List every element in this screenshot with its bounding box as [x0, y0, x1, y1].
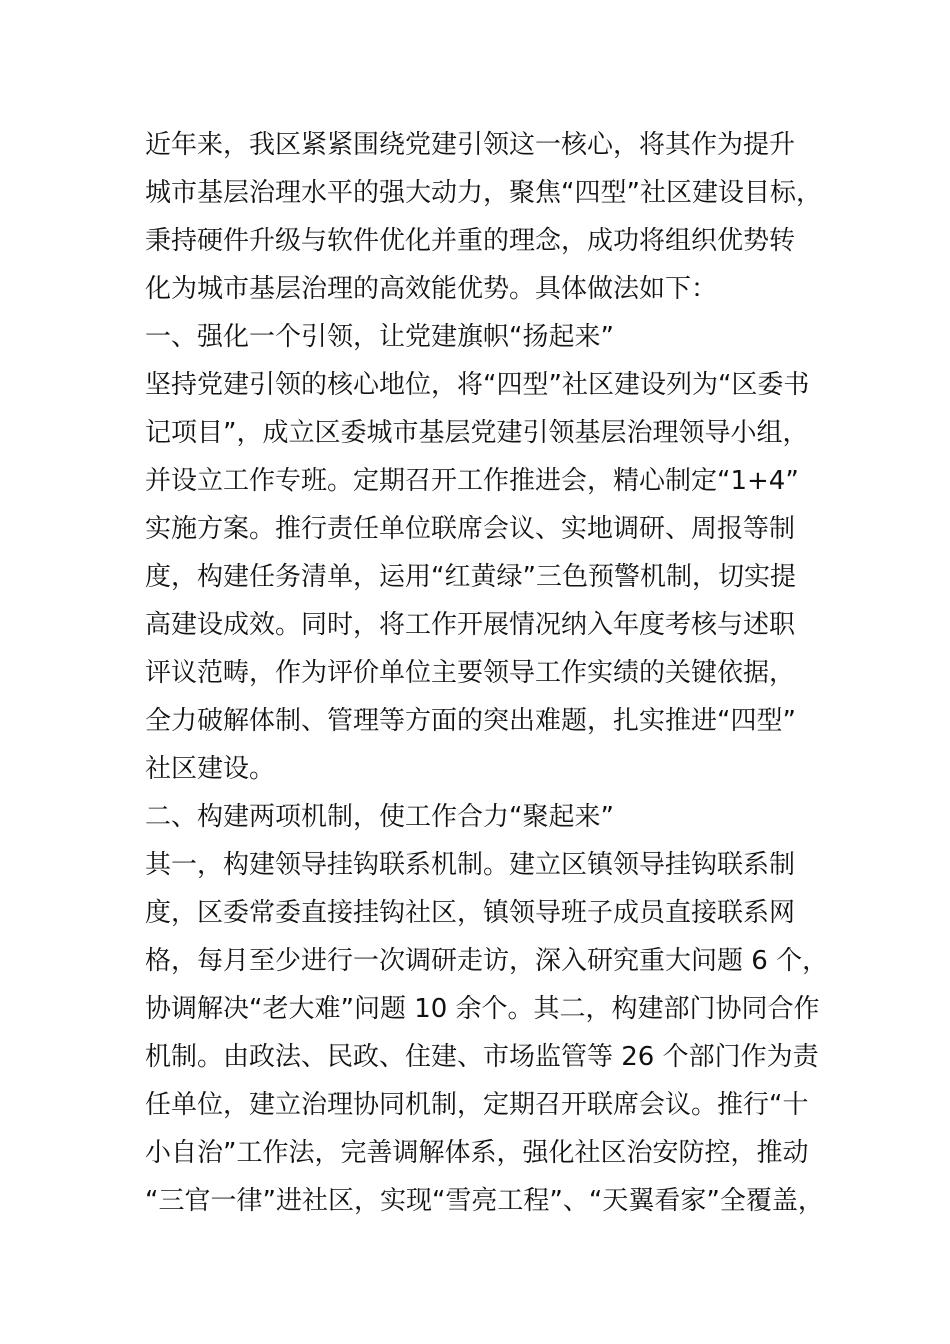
paragraph-line: 城市基层治理水平的强大动力，聚焦“四型”社区建设目标， [145, 178, 822, 208]
paragraph-line: 小自治”工作法，完善调解体系，强化社区治安防控，推动 [145, 1138, 809, 1168]
paragraph-line: 度，构建任务清单，运用“红黄绿”三色预警机制，切实提 [145, 562, 796, 592]
paragraph-line: 社区建设。 [145, 754, 276, 784]
paragraph-line: 实施方案。推行责任单位联席会议、实地调研、周报等制 [145, 514, 796, 544]
paragraph-line: “三官一律”进社区，实现“雪亮工程”、“天翼看家”全覆盖， [145, 1186, 824, 1216]
paragraph-line: 度，区委常委直接挂钩社区，镇领导班子成员直接联系网 [145, 898, 796, 928]
paragraph-line: 其一，构建领导挂钩联系机制。建立区镇领导挂钩联系制 [145, 850, 796, 880]
paragraph-line: 秉持硬件升级与软件优化并重的理念，成功将组织优势转 [145, 226, 796, 256]
section-heading: 二、构建两项机制，使工作合力“聚起来” [145, 802, 614, 832]
paragraph-line: 近年来，我区紧紧围绕党建引领这一核心，将其作为提升 [145, 130, 796, 160]
paragraph-line: 并设立工作专班。定期召开工作推进会，精心制定“1+4” [145, 466, 799, 496]
paragraph-line: 机制。由政法、民政、住建、市场监管等 26 个部门作为责 [145, 1042, 819, 1072]
paragraph-line: 坚持党建引领的核心地位，将“四型”社区建设列为“区委书 [145, 370, 810, 400]
paragraph-line: 协调解决“老大难”问题 10 余个。其二，构建部门协同合作 [145, 994, 820, 1024]
paragraph-line: 全力破解体制、管理等方面的突出难题，扎实推进“四型” [145, 706, 796, 736]
paragraph-line: 记项目”，成立区委城市基层党建引领基层治理领导小组， [145, 418, 809, 448]
paragraph-line: 任单位，建立治理协同机制，定期召开联席会议。推行“十 [145, 1090, 809, 1120]
paragraph-line: 高建设成效。同时，将工作开展情况纳入年度考核与述职 [145, 610, 796, 640]
paragraph-line: 化为城市基层治理的高效能优势。具体做法如下： [145, 274, 718, 304]
paragraph-line: 格，每月至少进行一次调研走访，深入研究重大问题 6 个， [145, 946, 829, 976]
paragraph-line: 评议范畴，作为评价单位主要领导工作实绩的关键依据， [145, 658, 796, 688]
section-heading: 一、强化一个引领，让党建旗帜“扬起来” [145, 322, 614, 352]
